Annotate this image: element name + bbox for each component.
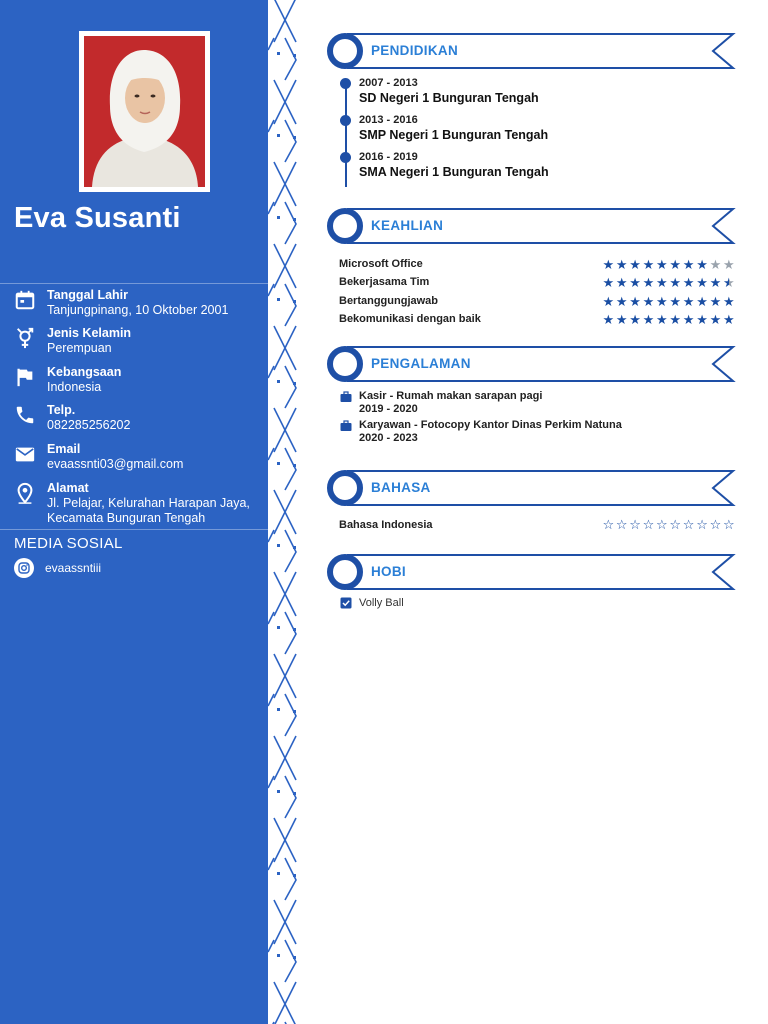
rating-star: ★: [682, 293, 695, 309]
section-title: BAHASA: [371, 480, 431, 495]
info-value: Perempuan: [47, 341, 112, 355]
rating-star: ★: [615, 256, 628, 272]
divider: [0, 283, 268, 284]
education-years: 2007 - 2013: [359, 77, 418, 89]
education-item: [340, 77, 700, 105]
rating-star: ☆: [696, 517, 708, 532]
instagram-icon: [14, 558, 34, 578]
rating-star: ☆: [709, 517, 722, 532]
info-label: Tanggal Lahir: [47, 288, 129, 302]
photo-image: [84, 36, 205, 187]
section-header-experience: [325, 344, 737, 384]
rating-star: ★: [722, 274, 735, 290]
section-header-languages: [325, 468, 737, 508]
social-media-title: MEDIA SOSIAL: [14, 535, 123, 552]
info-value-line2: Kecamata Bunguran Tengah: [47, 511, 206, 525]
rating-star: ★: [696, 256, 708, 272]
hobby-name: Volly Ball: [359, 597, 404, 609]
rating-star: ★: [669, 274, 682, 290]
skill-row: [339, 294, 735, 308]
phone-icon: [14, 404, 36, 426]
education-school: SMP Negeri 1 Bunguran Tengah: [359, 128, 549, 142]
divider: [0, 529, 268, 530]
rating-star: ★: [696, 293, 708, 309]
rating-star: ★: [682, 274, 695, 290]
info-label: Telp.: [47, 403, 76, 417]
experience-years: 2020 - 2023: [359, 432, 418, 444]
section-title: PENDIDIKAN: [371, 43, 459, 58]
flag-icon: [14, 366, 36, 388]
section-header-education: [325, 31, 737, 71]
rating-star: ★: [642, 256, 655, 272]
skill-row: [339, 312, 735, 326]
section-title: PENGALAMAN: [371, 356, 471, 371]
language-rating: [602, 518, 735, 531]
skill-rating: [602, 258, 735, 271]
info-birthdate: [14, 288, 264, 318]
education-school: SD Negeri 1 Bunguran Tengah: [359, 91, 539, 105]
diamond-pattern: [268, 0, 306, 1024]
rating-star: ★: [629, 274, 641, 290]
rating-star: ☆: [615, 517, 628, 532]
rating-star: ★: [602, 274, 615, 290]
education-school: SMA Negeri 1 Bunguran Tengah: [359, 165, 549, 179]
info-gender: [14, 326, 264, 356]
instagram-handle: evaassntiii: [45, 561, 102, 575]
rating-star: ★: [602, 311, 615, 327]
info-phone: [14, 403, 264, 433]
rating-star: ★: [696, 274, 708, 290]
rating-star: ★: [615, 311, 628, 327]
rating-star: ☆: [722, 517, 735, 532]
experience-years: 2019 - 2020: [359, 403, 418, 415]
profile-photo: [79, 31, 210, 192]
skill-name: Bekomunikasi dengan baik: [339, 313, 481, 325]
skill-rating: [602, 313, 735, 326]
experience-item: [340, 419, 730, 445]
rating-star: ★: [709, 311, 722, 327]
rating-star: ☆: [669, 517, 682, 532]
email-icon: [14, 443, 36, 465]
experience-title: Karyawan - Fotocopy Kantor Dinas Perkim Natuna: [359, 419, 622, 431]
timeline-dot: [340, 152, 351, 163]
rating-star: ★: [669, 311, 682, 327]
language-row: [339, 518, 735, 531]
social-instagram[interactable]: [14, 558, 101, 578]
rating-star: ☆: [656, 517, 668, 532]
section-header-hobbies: [325, 552, 737, 592]
rating-star: ★: [709, 256, 722, 272]
timeline-dot: [340, 78, 351, 89]
skill-rating: [602, 295, 735, 308]
language-name: Bahasa Indonesia: [339, 518, 433, 531]
skill-name: Bertanggungjawab: [339, 295, 439, 307]
calendar-icon: [14, 289, 36, 311]
section-header-skills: [325, 206, 737, 246]
rating-star: ★: [629, 311, 641, 327]
rating-star: ★: [709, 274, 722, 290]
info-label: Kebangsaan: [47, 365, 122, 379]
rating-star: ★: [656, 274, 668, 290]
rating-star: ☆: [682, 517, 695, 532]
info-value: evaassnti03@gmail.com: [47, 457, 184, 471]
education-item: [340, 114, 700, 142]
location-pin-icon: [14, 482, 36, 504]
rating-star: ★: [642, 293, 655, 309]
rating-star: ★: [602, 256, 615, 272]
rating-star: ★: [642, 311, 655, 327]
gender-icon: [14, 327, 36, 349]
hobby-item: [340, 597, 404, 609]
rating-star: ★: [669, 293, 682, 309]
rating-star: ★: [642, 274, 655, 290]
rating-star: ★: [629, 256, 641, 272]
info-value: Jl. Pelajar, Kelurahan Harapan Jaya,: [47, 496, 250, 510]
info-value: Indonesia: [47, 380, 102, 394]
rating-star: ★: [682, 311, 695, 327]
info-address: [14, 481, 264, 526]
rating-star: ★: [722, 311, 735, 327]
rating-star: ★: [669, 256, 682, 272]
rating-star: ★: [629, 293, 641, 309]
info-label: Jenis Kelamin: [47, 326, 132, 340]
skill-row: [339, 275, 735, 289]
portrait-illustration: [84, 36, 205, 187]
rating-star: ☆: [602, 517, 615, 532]
rating-star: ★: [696, 311, 708, 327]
rating-star: ★: [709, 293, 722, 309]
rating-star: ★: [656, 311, 668, 327]
education-years: 2016 - 2019: [359, 151, 418, 163]
education-years: 2013 - 2016: [359, 114, 418, 126]
info-nationality: [14, 365, 264, 395]
info-value: Tanjungpinang, 10 Oktober 2001: [47, 303, 229, 317]
rating-star: ★: [615, 293, 628, 309]
rating-star: ★: [615, 274, 628, 290]
section-title: HOBI: [371, 564, 406, 579]
briefcase-icon: [340, 391, 352, 403]
section-title: KEAHLIAN: [371, 218, 444, 233]
rating-star: ☆: [629, 517, 641, 532]
rating-star: ★: [722, 293, 735, 309]
rating-star: ★: [722, 256, 735, 272]
rating-star: ☆: [642, 517, 655, 532]
sidebar: [0, 0, 268, 1024]
rating-star: ★: [602, 293, 615, 309]
rating-star: ★: [682, 256, 695, 272]
person-name: Eva Susanti: [14, 202, 181, 234]
info-label: Email: [47, 442, 81, 456]
skill-name: Bekerjasama Tim: [339, 276, 430, 288]
timeline-dot: [340, 115, 351, 126]
rating-star: ★: [656, 256, 668, 272]
experience-item: [340, 390, 730, 416]
decorative-pattern-strip: [268, 0, 306, 1024]
skill-name: Microsoft Office: [339, 258, 423, 270]
rating-star: ★: [656, 293, 668, 309]
briefcase-icon: [340, 420, 352, 432]
skill-rating: [602, 276, 735, 289]
experience-title: Kasir - Rumah makan sarapan pagi: [359, 390, 543, 402]
info-value: 082285256202: [47, 418, 131, 432]
skill-row: [339, 257, 735, 271]
info-label: Alamat: [47, 481, 89, 495]
checkbox-checked-icon: [340, 597, 352, 609]
education-item: [340, 151, 700, 179]
info-email: [14, 442, 264, 472]
